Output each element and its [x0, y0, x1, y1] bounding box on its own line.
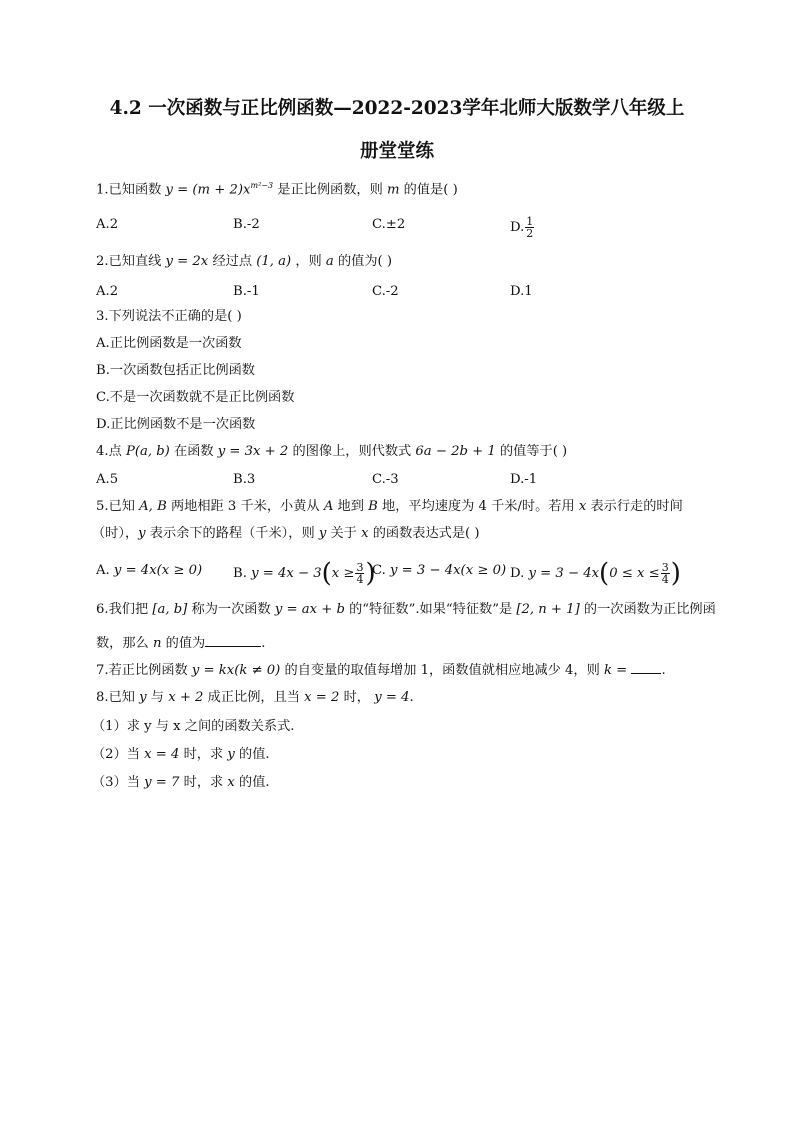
q5-var-x: x — [578, 499, 587, 514]
q5-text-6: （时）， — [92, 526, 139, 541]
q4-text-end: 的值等于( ) — [495, 444, 568, 459]
q5-option-d[interactable] — [510, 558, 681, 589]
q2-option-c[interactable]: C.-2 — [372, 284, 399, 299]
q5-point-a: A — [323, 499, 334, 514]
q8-subquestion-3 — [92, 774, 270, 792]
question-5-stem-line-1 — [96, 498, 683, 516]
q1-option-d[interactable] — [510, 216, 535, 239]
q8-s3-text-end: 的值. — [234, 775, 270, 790]
q5-option-c-formula: y = 3 − 4x(x ≥ 0) — [390, 563, 507, 578]
q4-text: 在函数 — [169, 444, 218, 459]
q1-option-a[interactable]: A.2 — [96, 217, 119, 232]
q5-option-b-paren-open: ( — [321, 558, 332, 589]
q8-value: y = 4 — [374, 690, 410, 705]
q7-prefix: 7.若正比例函数 — [96, 663, 192, 678]
q8-s2-condition: x = 4 — [144, 747, 180, 762]
q1-exponent: m²−3 — [250, 181, 274, 190]
q4-option-d[interactable]: D.-1 — [510, 472, 538, 487]
q8-text-end: . — [409, 690, 414, 705]
q6-answer-blank[interactable] — [205, 633, 261, 647]
q1-formula: y = (m + 2)x — [165, 182, 251, 198]
q5-text-5: 表示行走的时间 — [586, 499, 683, 514]
q5-option-b-condition: x ≥ — [331, 566, 355, 581]
question-2-stem — [96, 253, 392, 271]
question-7-stem — [96, 660, 666, 680]
q4-option-a[interactable]: A.5 — [96, 472, 119, 487]
q5-text-8: 关于 — [326, 526, 362, 541]
q8-s3-text-1: （3）当 — [92, 775, 145, 790]
q6-text-3: 的“特征数”.如果“特征数”是 — [344, 602, 517, 617]
q4-point: P(a, b) — [125, 444, 170, 459]
q8-var-y: y — [139, 690, 147, 705]
q5-option-b-formula: y = 4x − 3 — [251, 566, 322, 581]
q6-var-n: n — [152, 636, 162, 651]
q3-option-b[interactable]: B.一次函数包括正比例函数 — [96, 363, 255, 378]
page-title-line-1: 4.2 一次函数与正比例函数—2022-2023学年北师大版数学八年级上 — [109, 98, 685, 119]
q5-option-a[interactable] — [96, 562, 202, 580]
q8-text-3: 成正比例，且当 — [203, 690, 305, 705]
q5-option-d-fraction: $\frac{3}{4}$ — [661, 561, 669, 586]
q5-text-4: 地，平均速度为 4 千米/时。若用 — [377, 499, 579, 514]
q5-text-3: 地到 — [333, 499, 369, 514]
q8-s3-condition: y = 7 — [144, 775, 180, 790]
q3-option-d[interactable]: D.正比例函数不是一次函数 — [96, 417, 256, 432]
q2-option-a[interactable]: A.2 — [96, 284, 119, 299]
q2-prefix: 2.已知直线 — [96, 254, 166, 269]
q8-text-4: 时， — [339, 690, 375, 705]
q5-option-a-label: A. — [96, 563, 114, 578]
q7-k: k = — [604, 663, 628, 678]
q5-option-d-label: D. — [510, 566, 529, 581]
q8-text-1: 8.已知 — [96, 690, 140, 705]
q3-option-a[interactable]: A.正比例函数是一次函数 — [96, 336, 242, 351]
question-6-stem-line-1 — [96, 601, 716, 619]
q6-text-1: 6.我们把 — [96, 602, 153, 617]
question-8-stem — [96, 689, 414, 707]
q1-option-d-label: D. — [510, 220, 525, 235]
q5-option-d-paren-open: ( — [599, 558, 610, 589]
q5-text-1: 5.已知 — [96, 499, 140, 514]
q6-text-2: 称为一次函数 — [187, 602, 275, 617]
question-5-stem-line-2 — [92, 525, 480, 543]
q7-text-end: . — [661, 663, 666, 678]
q4-prefix: 4.点 — [96, 444, 126, 459]
q5-var-y: y — [138, 526, 146, 541]
q1-option-c[interactable]: C.±2 — [372, 217, 406, 232]
q6-pair: [a, b] — [152, 602, 188, 617]
q1-text-end: 的值是( ) — [399, 182, 458, 198]
q8-s3-var: x — [227, 775, 235, 790]
question-3-stem: 3.下列说法不正确的是( ) — [96, 309, 242, 324]
q5-var-y-2: y — [318, 526, 327, 541]
q6-text-end: . — [261, 636, 266, 651]
q5-points: A, B — [139, 499, 167, 514]
q5-option-b-label: B. — [233, 566, 252, 581]
q8-s3-text-2: 时，求 — [179, 775, 228, 790]
q2-text: 经过点 — [208, 254, 257, 269]
q6-text-6: 的值为 — [161, 636, 206, 651]
q8-s2-text-1: （2）当 — [92, 747, 145, 762]
q5-text-end: 的函数表达式是( ) — [368, 526, 480, 541]
q8-s2-text-end: 的值. — [234, 747, 270, 762]
q6-text-4: 的一次函数为正比例函 — [579, 602, 716, 617]
q4-text-2: 的图像上，则代数式 — [288, 444, 416, 459]
q7-text: 的自变量的取值每增加 1，函数值就相应地减少 4，则 — [280, 663, 604, 678]
page-title-line-2: 册堂堂练 — [359, 141, 434, 162]
question-6-stem-line-2 — [96, 633, 265, 653]
q6-text-5: 数，那么 — [96, 636, 153, 651]
q4-option-b[interactable]: B.3 — [233, 472, 256, 487]
q6-formula: y = ax + b — [274, 602, 345, 617]
q6-pair-2: [2, n + 1] — [516, 602, 580, 617]
q1-option-b[interactable]: B.-2 — [233, 217, 260, 232]
q8-s2-var: y — [227, 747, 235, 762]
q4-option-c[interactable]: C.-3 — [372, 472, 399, 487]
q5-option-d-paren-close: ) — [670, 558, 681, 589]
q5-text-2: 两地相距 3 千米，小黄从 — [166, 499, 324, 514]
q4-formula: y = 3x + 2 — [217, 444, 289, 459]
q3-option-c[interactable]: C.不是一次函数就不是正比例函数 — [96, 390, 295, 405]
q5-text-7: 表示余下的路程（千米），则 — [145, 526, 319, 541]
q8-s2-text-2: 时，求 — [179, 747, 228, 762]
q5-option-d-formula: y = 3 − 4x — [528, 566, 600, 581]
q1-prefix: 1.已知函数 — [96, 182, 166, 198]
q7-answer-blank[interactable] — [631, 660, 661, 674]
q1-var: m — [386, 182, 400, 198]
q1-option-d-fraction: $\frac{1}{2}$ — [526, 215, 534, 240]
q8-subquestion-2 — [92, 746, 270, 764]
q8-expr: x + 2 — [168, 690, 204, 705]
q2-text-2: ，则 — [291, 254, 326, 269]
q8-subquestion-1: （1）求 y 与 x 之间的函数关系式. — [92, 719, 295, 734]
q5-point-b: B — [368, 499, 378, 514]
q5-option-a-formula: y = 4x(x ≥ 0) — [113, 563, 203, 578]
q7-formula: y = kx(k ≠ 0) — [191, 663, 281, 678]
q5-option-d-condition: 0 ≤ x ≤ — [609, 566, 660, 581]
q5-option-c[interactable] — [372, 562, 506, 580]
q4-expression: 6a − 2b + 1 — [415, 444, 496, 459]
q5-var-x-2: x — [361, 526, 369, 541]
q8-text-2: 与 — [146, 690, 169, 705]
q2-formula: y = 2x — [165, 254, 209, 269]
q2-text-end: 的值为( ) — [333, 254, 393, 269]
q2-point: (1, a) — [256, 254, 292, 269]
q5-option-b-fraction: $\frac{3}{4}$ — [356, 561, 364, 586]
q5-option-c-label: C. — [372, 563, 391, 578]
q2-option-b[interactable]: B.-1 — [233, 284, 260, 299]
question-4-stem — [96, 443, 567, 461]
q2-option-d[interactable]: D.1 — [510, 284, 533, 299]
q5-option-b[interactable] — [233, 558, 376, 589]
q1-text: 是正比例函数，则 — [273, 182, 387, 198]
q8-condition: x = 2 — [304, 690, 340, 705]
q5-option-b-paren-close: ) — [365, 558, 376, 589]
question-1-stem — [96, 177, 458, 199]
q2-var: a — [325, 254, 334, 269]
